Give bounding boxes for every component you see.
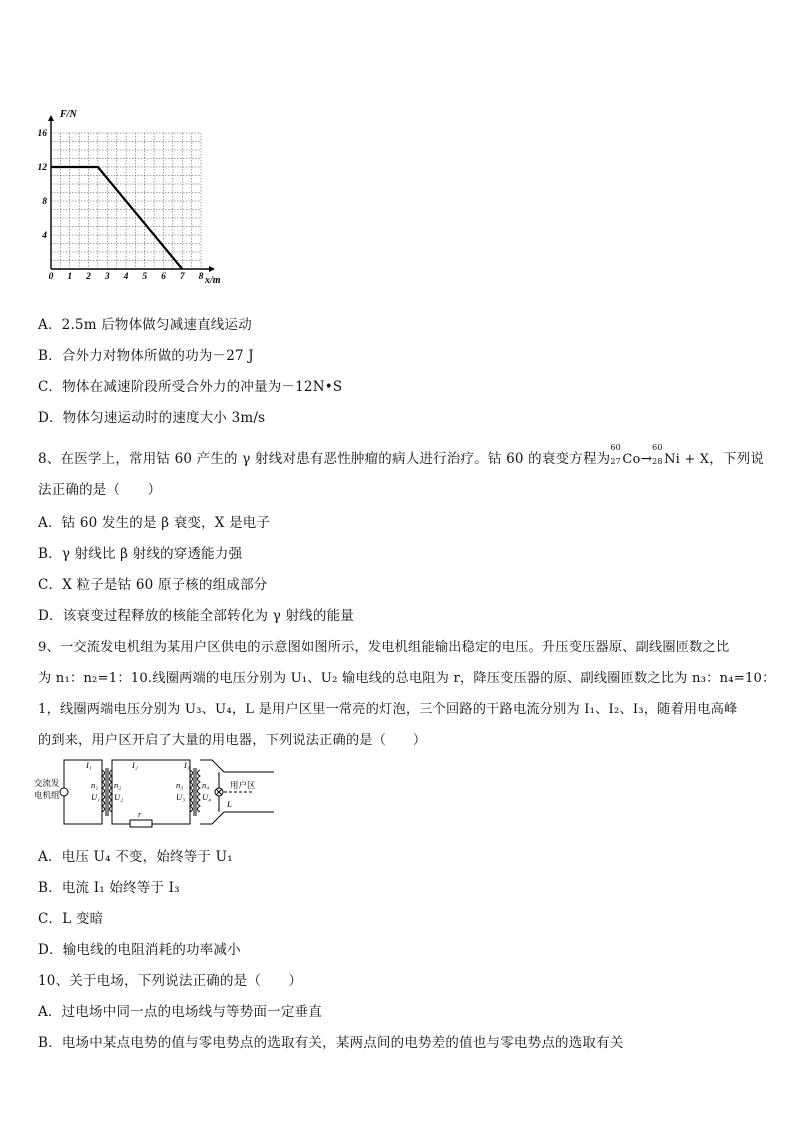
q9-option-b: B．电流 I₁ 始终等于 I₃: [38, 880, 180, 896]
x-tick-label: 5: [142, 272, 148, 282]
y-axis-arrow: [48, 115, 54, 121]
q8-option-b: B．γ 射线比 β 射线的穿透能力强: [38, 546, 243, 562]
y-tick-label: 8: [42, 197, 47, 207]
generator-label-2: 电机组: [34, 790, 60, 800]
q7-option-c: C．物体在减速阶段所受合外力的冲量为－12N•S: [38, 379, 343, 395]
label-U4: U₄: [202, 792, 212, 802]
q9-option-d: D．输电线的电阻消耗的功率减小: [38, 942, 241, 958]
line-resistor: [130, 820, 152, 827]
step-down-secondary-coil: [198, 770, 201, 812]
label-I2: I₂: [132, 760, 138, 770]
ni-symbol: Ni + X: [664, 452, 710, 467]
x-tick-label: 8: [198, 272, 204, 282]
ni-atomic-number: 28: [652, 457, 663, 466]
user-line-top: [200, 760, 274, 772]
y-tick-label: 4: [42, 231, 47, 241]
x-axis-arrow: [209, 266, 215, 272]
co-mass-number: 60: [610, 443, 621, 452]
chart-ticks: [38, 129, 204, 282]
x-tick-label: 2: [86, 272, 91, 282]
label-n2: n₂: [114, 780, 122, 790]
q9-stem-line1: 9、一交流发电机组为某用户区供电的示意图如图所示，发电机组能输出稳定的电压。升压变压器原、副线圈匝数之比: [38, 640, 730, 655]
decay-arrow: →: [640, 451, 653, 467]
label-n4: n₄: [202, 780, 210, 790]
x-tick-label: 4: [123, 272, 129, 282]
q8-stem-line2: 法正确的是（ ）: [38, 482, 162, 498]
label-U1: U₁: [91, 792, 101, 802]
generator-label-1: 交流发: [34, 778, 60, 788]
q9-stem-line3: 1，线圈两端电压分别为 U₃、U₄，L 是用户区里一常亮的灯泡，三个回路的干路电流分别为 I₁、I₂、I₃，随着用电高峰: [38, 702, 738, 717]
label-user-area: 用户区: [230, 780, 256, 790]
x-tick-label: 6: [161, 272, 166, 282]
x-tick-label: 7: [179, 272, 185, 282]
label-I1: I₁: [86, 760, 92, 770]
q8-option-c: C．X 粒子是钴 60 原子核的组成部分: [38, 577, 268, 593]
q10-option-b: B．电场中某点电势的值与零电势点的选取有关，某两点间的电势差的值也与零电势点的选取有关: [38, 1035, 624, 1051]
q9-stem-line4: 的到来，用户区开启了大量的用电器，下列说法正确的是（ ）: [38, 733, 427, 748]
x-axis-label: x/m: [205, 275, 221, 286]
q9-stem-line2: 为 n₁：n₂=1：10.线圈两端的电压分别为 U₁、U₂ 输电线的总电阻为 r，降压变压器的原、副线圈匝数之比为 n₃：n₄=10：: [38, 671, 776, 686]
chart-axes: [48, 115, 215, 272]
label-L: L: [227, 799, 232, 809]
q9-option-c: C．L 变暗: [38, 911, 104, 927]
q10-stem: 10、关于电场，下列说法正确的是（ ）: [38, 973, 303, 989]
y-tick-label: 12: [37, 163, 47, 173]
user-line-bottom: [200, 812, 274, 824]
label-U3: U₃: [176, 792, 186, 802]
force-displacement-chart: [28, 96, 228, 296]
q8-option-a: A．钴 60 发生的是 β 衰变，X 是电子: [38, 515, 271, 531]
q7-option-d: D．物体匀速运动时的速度大小 3m/s: [38, 410, 266, 426]
label-U2: U₂: [114, 792, 124, 802]
q8-stem-post: ，下列说: [709, 451, 765, 467]
label-r: r: [138, 809, 142, 819]
co-atomic-number: 27: [610, 457, 621, 466]
q8-stem-pre: 8、在医学上，常用钴 60 产生的 γ 射线对患有恶性肿瘤的病人进行治疗。钴 60 的衰变方程为: [38, 451, 611, 467]
generator-symbol: [60, 788, 68, 796]
ni-mass-number: 60: [652, 443, 663, 452]
q8-option-d: D．该衰变过程释放的核能全部转化为 γ 射线的能量: [38, 608, 354, 624]
x-tick-label: 1: [67, 272, 73, 282]
label-I3: I₃: [184, 760, 190, 770]
label-n3: n₃: [176, 780, 184, 790]
x-tick-label: 3: [104, 272, 110, 282]
label-n1: n₁: [91, 780, 99, 790]
q7-option-b: B．合外力对物体所做的功为－27 J: [38, 348, 254, 364]
y-axis-label: F/N: [60, 109, 77, 120]
q8-stem-line1: [38, 443, 765, 467]
q9-option-a: A．电压 U₄ 不变，始终等于 U₁: [38, 849, 233, 865]
q7-option-a: A．2.5m 后物体做匀减速直线运动: [38, 317, 252, 333]
y-tick-label: 16: [37, 129, 47, 139]
co60-nuclide: [610, 443, 641, 467]
co-symbol: Co: [622, 452, 641, 467]
transmission-circuit-diagram: [34, 752, 284, 840]
x-tick-label: 0: [48, 272, 54, 282]
q10-option-a: A．过电场中同一点的电场线与等势面一定垂直: [38, 1004, 322, 1020]
ni60-nuclide: [652, 443, 710, 467]
